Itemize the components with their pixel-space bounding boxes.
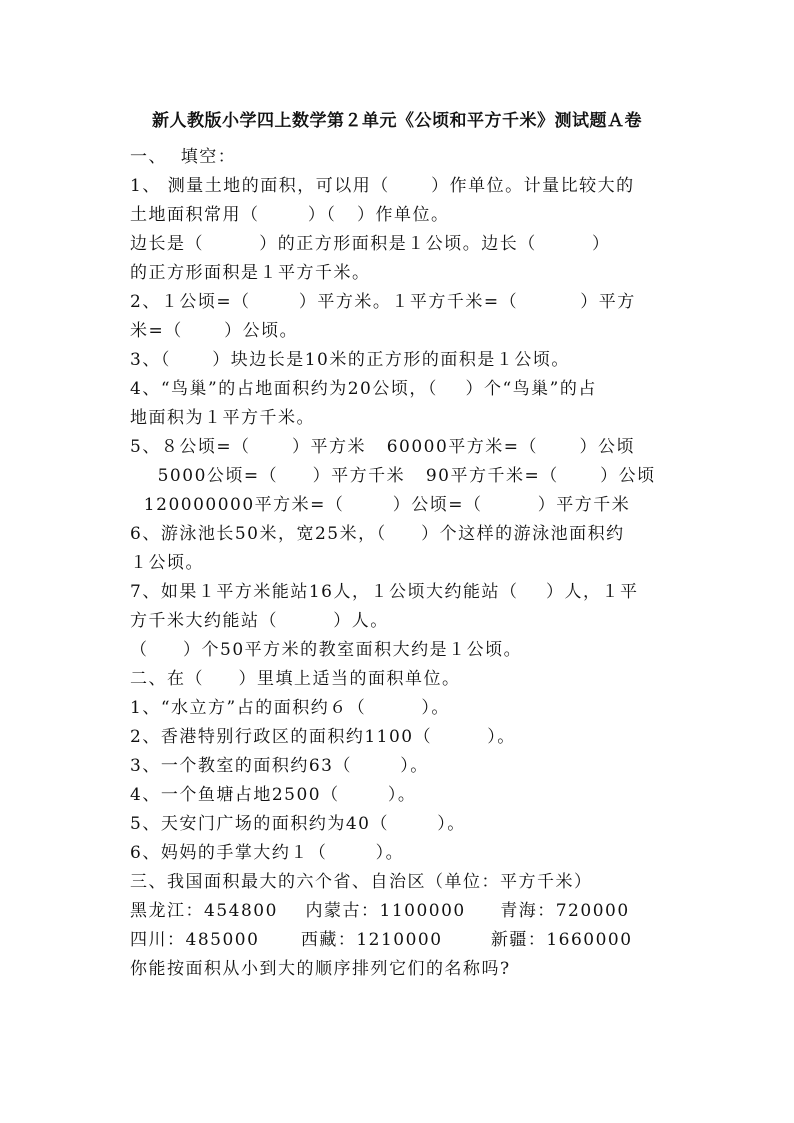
text-line: 5000公顷=（ ）平方千米 90平方千米=（ ）公顷 <box>130 466 656 486</box>
section-1-heading: 一、 填空： <box>130 147 237 167</box>
text-line: 2、１公顷=（ ）平方米。１平方千米=（ ）平方 <box>130 292 636 312</box>
text-line: （ ）个50平方米的教室面积大约是１公顷。 <box>130 640 523 660</box>
text-line: 3、一个教室的面积约63（ ）。 <box>130 756 429 776</box>
document-title: 新人教版小学四上数学第２单元《公顷和平方千米》测试题Ａ卷 <box>152 111 642 131</box>
text-line: 6、游泳池长50米，宽25米，（ ）个这样的游泳池面积约 <box>130 524 625 544</box>
text-line: 的正方形面积是１平方千米。 <box>130 263 371 283</box>
text-line: 2、香港特别行政区的面积约1100（ ）。 <box>130 727 516 747</box>
text-line: 5、天安门广场的面积约为40（ ）。 <box>130 814 466 834</box>
text-line: １公顷。 <box>130 553 204 573</box>
text-line: 米=（ ）公顷。 <box>130 321 299 341</box>
text-line: 120000000平方米=（ ）公顷=（ ）平方千米 <box>130 495 631 515</box>
text-line: 7、如果１平方米能站16人，１公顷大约能站（ ）人，１平 <box>130 582 639 602</box>
text-line: 1、“水立方”占的面积约６（ ）。 <box>130 698 450 718</box>
text-line: 方千米大约能站（ ）人。 <box>130 611 389 631</box>
text-line: 5、８公顷=（ ）平方米 60000平方米=（ ）公顷 <box>130 437 635 457</box>
text-line: 3、（ ）块边长是10米的正方形的面积是１公顷。 <box>130 350 570 370</box>
text-line: 6、妈妈的手掌大约１（ ）。 <box>130 843 405 863</box>
text-line: 4、一个鱼塘占地2500（ ）。 <box>130 785 417 805</box>
text-line: 黑龙江：454800 内蒙古：1100000 青海：720000 <box>130 901 630 921</box>
text-line: 1、 测量土地的面积，可以用（ ）作单位。计量比较大的 <box>130 176 635 196</box>
section-2-heading: 二、在（ ）里填上适当的面积单位。 <box>130 669 461 689</box>
text-line: 4、“鸟巢”的占地面积约为20公顷，（ ）个“鸟巢”的占 <box>130 379 597 399</box>
text-line: 土地面积常用（ ）（ ）作单位。 <box>130 205 450 225</box>
section-3-heading: 三、我国面积最大的六个省、自治区（单位：平方千米） <box>130 872 593 892</box>
text-line: 四川：485000 西藏：1210000 新疆：1660000 <box>130 930 633 950</box>
text-line: 边长是（ ）的正方形面积是１公顷。边长（ ） <box>130 234 611 254</box>
text-line: 地面积为１平方千米。 <box>130 408 315 428</box>
text-line: 你能按面积从小到大的顺序排列它们的名称吗? <box>130 959 511 979</box>
